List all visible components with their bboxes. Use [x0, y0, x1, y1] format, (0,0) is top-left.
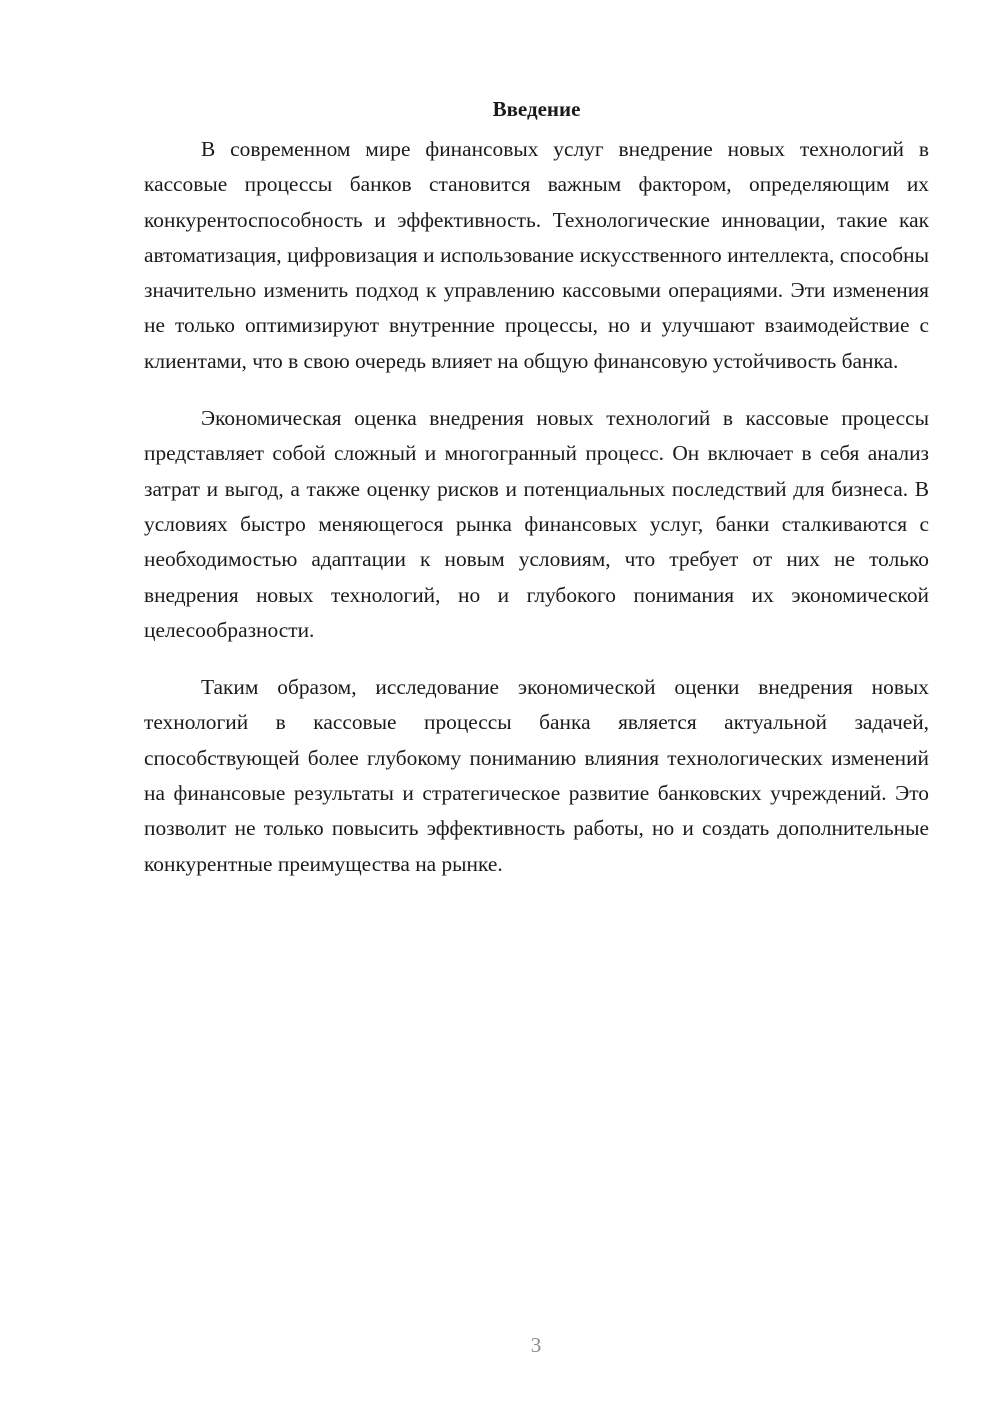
page-number: 3 — [530, 1333, 542, 1357]
paragraph-1: В современном мире финансовых услуг внедрение новых технологий в кассовые процессы банков становится важным фактором, определяющим их конкурентоспособность и эффективность. Технологические инновации, такие как автоматизация, цифровизация и использование искусственного интеллекта, способны значительно изменить подход к управлению кассовыми операциями. Эти изменения не только оптимизируют внутренние процессы, но и улучшают взаимодействие с клиентами, что в свою очередь влияет на общую финансовую устойчивость банка. — [144, 137, 929, 373]
paragraph-2: Экономическая оценка внедрения новых технологий в кассовые процессы представляет собой сложный и многогранный процесс. Он включает в себя анализ затрат и выгод, а также оценку рисков и потенциальных последствий для бизнеса. В условиях быстро меняющегося рынка финансовых услуг, банки сталкиваются с необходимостью адаптации к новым условиям, что требует от них не только внедрения новых технологий, но и глубокого понимания их экономической целесообразности. — [144, 406, 929, 642]
text-block — [144, 92, 929, 904]
section-title: Введение — [492, 97, 581, 121]
paragraph-3: Таким образом, исследование экономической оценки внедрения новых технологий в кассовые процессы банка является актуальной задачей, способствующей более глубокому пониманию влияния технологических изменений на финансовые результаты и стратегическое развитие банковских учреждений. Это позволит не только повысить эффективность работы, но и создать дополнительные конкурентные преимущества на рынке. — [144, 675, 929, 876]
